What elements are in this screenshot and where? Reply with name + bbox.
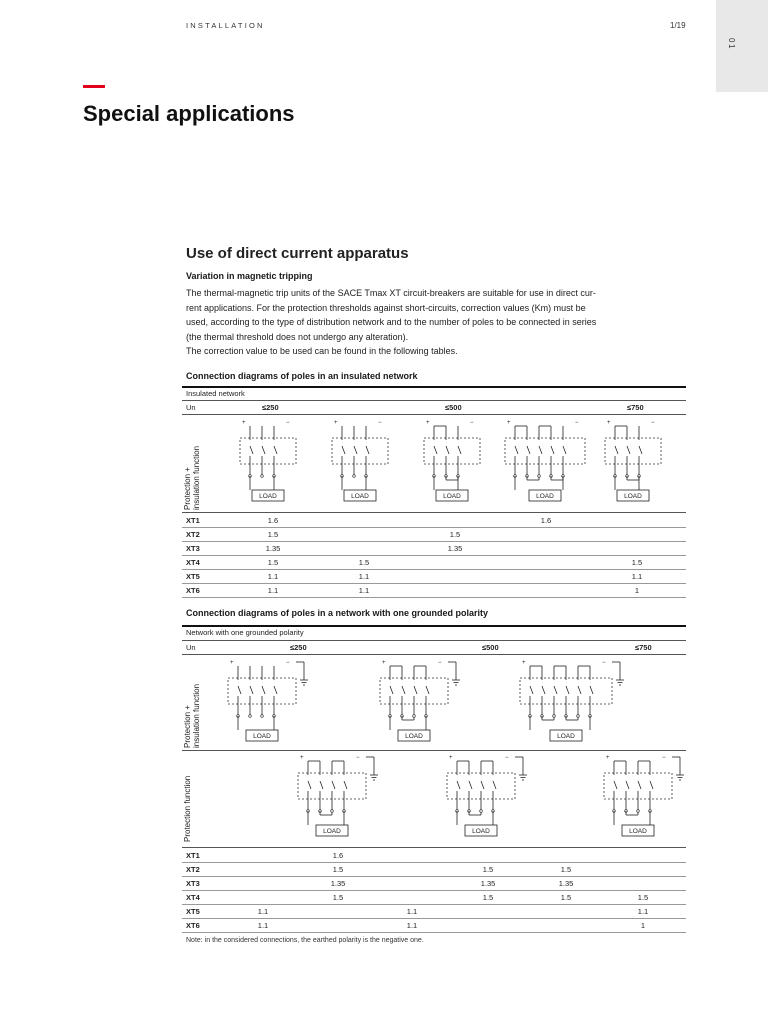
paragraph-line: The thermal-magnetic trip units of the SACE Tmax XT circuit-breakers are suitable for use in direct cur- — [186, 288, 596, 298]
table1-cell: 1.6 — [267, 516, 279, 525]
table1-un-label: Un — [186, 403, 196, 412]
footnote: Note: in the considered connections, the earthed polarity is the negative one. — [186, 937, 424, 944]
load-label: LOAD — [557, 733, 575, 740]
function-label-line: Protection + — [183, 705, 192, 748]
terminal — [413, 715, 416, 718]
table2-cell: 1.35 — [330, 879, 346, 888]
table1-cell: 1.1 — [358, 572, 370, 581]
table2-caption: Connection diagrams of poles in a network with one grounded polarity — [186, 608, 489, 618]
paragraph-line: used, according to the type of distribution network and to the number of poles to be connected in series — [186, 317, 597, 328]
table2-row-rule — [182, 904, 686, 905]
contact-switch — [390, 686, 393, 694]
terminal — [637, 810, 640, 813]
minus-label: − — [286, 420, 290, 426]
terminal — [249, 715, 252, 718]
contact-switch — [414, 686, 417, 694]
table2-cell: 1.5 — [637, 893, 649, 902]
plus-label: + — [507, 420, 511, 426]
row-label-xt4: XT4 — [186, 558, 200, 567]
terminal — [261, 715, 264, 718]
circuit-diagram — [228, 660, 308, 741]
circuit-diagram — [380, 660, 460, 741]
minus-label: − — [602, 660, 606, 666]
circuit-diagram — [298, 755, 378, 836]
table2-row-rule — [182, 932, 686, 933]
row-label-xt6: XT6 — [186, 586, 200, 595]
table2-cell: 1.5 — [560, 865, 572, 874]
table1-cell: 1.1 — [267, 586, 279, 595]
contact-switch — [344, 781, 347, 789]
table2-voltage-750: ≤750 — [635, 643, 652, 652]
table2-cell: 1.35 — [558, 879, 574, 888]
contact-switch — [262, 686, 265, 694]
row-label-xt5: XT5 — [186, 572, 200, 581]
load-label: LOAD — [624, 493, 642, 500]
row-label-xt3: XT3 — [186, 544, 200, 553]
paragraph-line: rent applications. For the protection thresholds against short-circuits, correction values (Km) must be — [186, 302, 586, 313]
table1-cell: 1.1 — [631, 572, 643, 581]
minus-label: − — [470, 420, 474, 426]
row-label-xt3: XT3 — [186, 879, 200, 888]
load-label: LOAD — [259, 493, 277, 500]
row-label-xt2: XT2 — [186, 530, 200, 539]
subheading: Variation in magnetic tripping — [186, 271, 313, 281]
contact-switch — [481, 781, 484, 789]
table1-cell: 1.35 — [447, 544, 463, 553]
table2-cell: 1.1 — [257, 921, 269, 930]
function-label-line: insulation function — [192, 445, 201, 510]
contact-switch — [274, 686, 277, 694]
section-title: Use of direct current apparatus — [186, 245, 409, 262]
contact-switch — [590, 686, 593, 694]
minus-label: − — [356, 755, 360, 761]
table1-cell: 1.5 — [631, 558, 643, 567]
terminal — [480, 810, 483, 813]
table1-cell: 1.5 — [267, 530, 279, 539]
plus-label: + — [300, 755, 304, 761]
contact-switch — [402, 686, 405, 694]
plus-label: + — [230, 660, 234, 666]
table1-cell: 1.1 — [358, 586, 370, 595]
load-label: LOAD — [472, 828, 490, 835]
contact-switch — [650, 781, 653, 789]
table1-voltage-750: ≤750 — [627, 403, 644, 412]
table1-voltage-500: ≤500 — [445, 403, 462, 412]
table2-cell: 1.1 — [406, 921, 418, 930]
table2-protection-label: Protection function — [183, 775, 192, 842]
table2-cell: 1 — [640, 921, 646, 930]
minus-label: − — [378, 420, 382, 426]
paragraph-line: (the thermal threshold does not undergo any alteration). — [186, 331, 409, 342]
contact-switch — [542, 686, 545, 694]
contact-switch — [614, 781, 617, 789]
page-number: 1/19 — [670, 21, 686, 30]
contact-switch — [320, 781, 323, 789]
table2-voltage-250: ≤250 — [290, 643, 307, 652]
load-label: LOAD — [405, 733, 423, 740]
table2-cell: 1.5 — [560, 893, 572, 902]
minus-label: − — [505, 755, 509, 761]
minus-label: − — [575, 420, 579, 426]
table1-network-label: Insulated network — [186, 389, 245, 398]
table2-cell: 1.5 — [332, 893, 344, 902]
minus-label: − — [662, 755, 666, 761]
circuit-diagram — [604, 755, 684, 836]
contact-switch — [457, 781, 460, 789]
terminal — [553, 715, 556, 718]
table2-voltage-500: ≤500 — [482, 643, 499, 652]
table1-cell: 1.6 — [540, 516, 552, 525]
table1-voltage-250: ≤250 — [262, 403, 279, 412]
row-label-xt4: XT4 — [186, 893, 200, 902]
plus-label: + — [426, 420, 430, 426]
plus-label: + — [449, 755, 453, 761]
paragraph-line: The correction value to be used can be found in the following tables. — [186, 346, 458, 357]
table2-row-rule — [182, 876, 686, 877]
table2-cell: 1.1 — [637, 907, 649, 916]
terminal — [577, 715, 580, 718]
load-label: LOAD — [253, 733, 271, 740]
minus-label: − — [651, 420, 655, 426]
circuit-diagram — [447, 755, 527, 836]
load-label: LOAD — [323, 828, 341, 835]
terminal — [331, 810, 334, 813]
table2-cell: 1.5 — [482, 893, 494, 902]
table1-cell: 1.35 — [265, 544, 281, 553]
contact-switch — [332, 781, 335, 789]
table2-cell: 1.5 — [482, 865, 494, 874]
load-label: LOAD — [536, 493, 554, 500]
table2-row-rule — [182, 918, 686, 919]
contact-switch — [626, 781, 629, 789]
row-label-xt1: XT1 — [186, 516, 200, 525]
load-label: LOAD — [443, 493, 461, 500]
table1-cell: 1.5 — [358, 558, 370, 567]
table2-row-rule — [182, 862, 686, 863]
contact-switch — [554, 686, 557, 694]
function-label-line: Protection + — [183, 467, 192, 510]
table2-network-label: Network with one grounded polarity — [186, 628, 304, 637]
table1-caption: Connection diagrams of poles in an insulated network — [186, 371, 418, 381]
row-label-xt2: XT2 — [186, 865, 200, 874]
table2-rule — [182, 847, 686, 848]
plus-label: + — [522, 660, 526, 666]
plus-label: + — [242, 420, 246, 426]
row-label-xt5: XT5 — [186, 907, 200, 916]
table2-cell: 1.6 — [332, 851, 344, 860]
side-tab-label: 01 — [727, 38, 736, 50]
minus-label: − — [286, 660, 290, 666]
table2-cell: 1.35 — [480, 879, 496, 888]
contact-switch — [426, 686, 429, 694]
plus-label: + — [606, 755, 610, 761]
table2-cell: 1.1 — [406, 907, 418, 916]
circuit-diagram — [520, 660, 624, 741]
plus-label: + — [382, 660, 386, 666]
table1-cell: 1 — [634, 586, 640, 595]
contact-switch — [566, 686, 569, 694]
plus-label: + — [334, 420, 338, 426]
table2-cell: 1.5 — [332, 865, 344, 874]
plus-label: + — [607, 420, 611, 426]
contact-switch — [238, 686, 241, 694]
contact-switch — [578, 686, 581, 694]
contact-switch — [493, 781, 496, 789]
contact-switch — [469, 781, 472, 789]
table1-cell: 1.1 — [267, 572, 279, 581]
contact-switch — [250, 686, 253, 694]
row-label-xt6: XT6 — [186, 921, 200, 930]
page-title: Special applications — [83, 101, 295, 126]
table1-cell: 1.5 — [449, 530, 461, 539]
minus-label: − — [438, 660, 442, 666]
table2-cell: 1.1 — [257, 907, 269, 916]
table1-cell: 1.5 — [267, 558, 279, 567]
contact-switch — [530, 686, 533, 694]
table2-row-rule — [182, 890, 686, 891]
contact-switch — [308, 781, 311, 789]
contact-switch — [638, 781, 641, 789]
row-label-xt1: XT1 — [186, 851, 200, 860]
load-label: LOAD — [629, 828, 647, 835]
function-label-line: insulation function — [192, 683, 201, 748]
load-label: LOAD — [351, 493, 369, 500]
header-section-label: INSTALLATION — [186, 21, 265, 30]
table2-un-label: Un — [186, 643, 196, 652]
